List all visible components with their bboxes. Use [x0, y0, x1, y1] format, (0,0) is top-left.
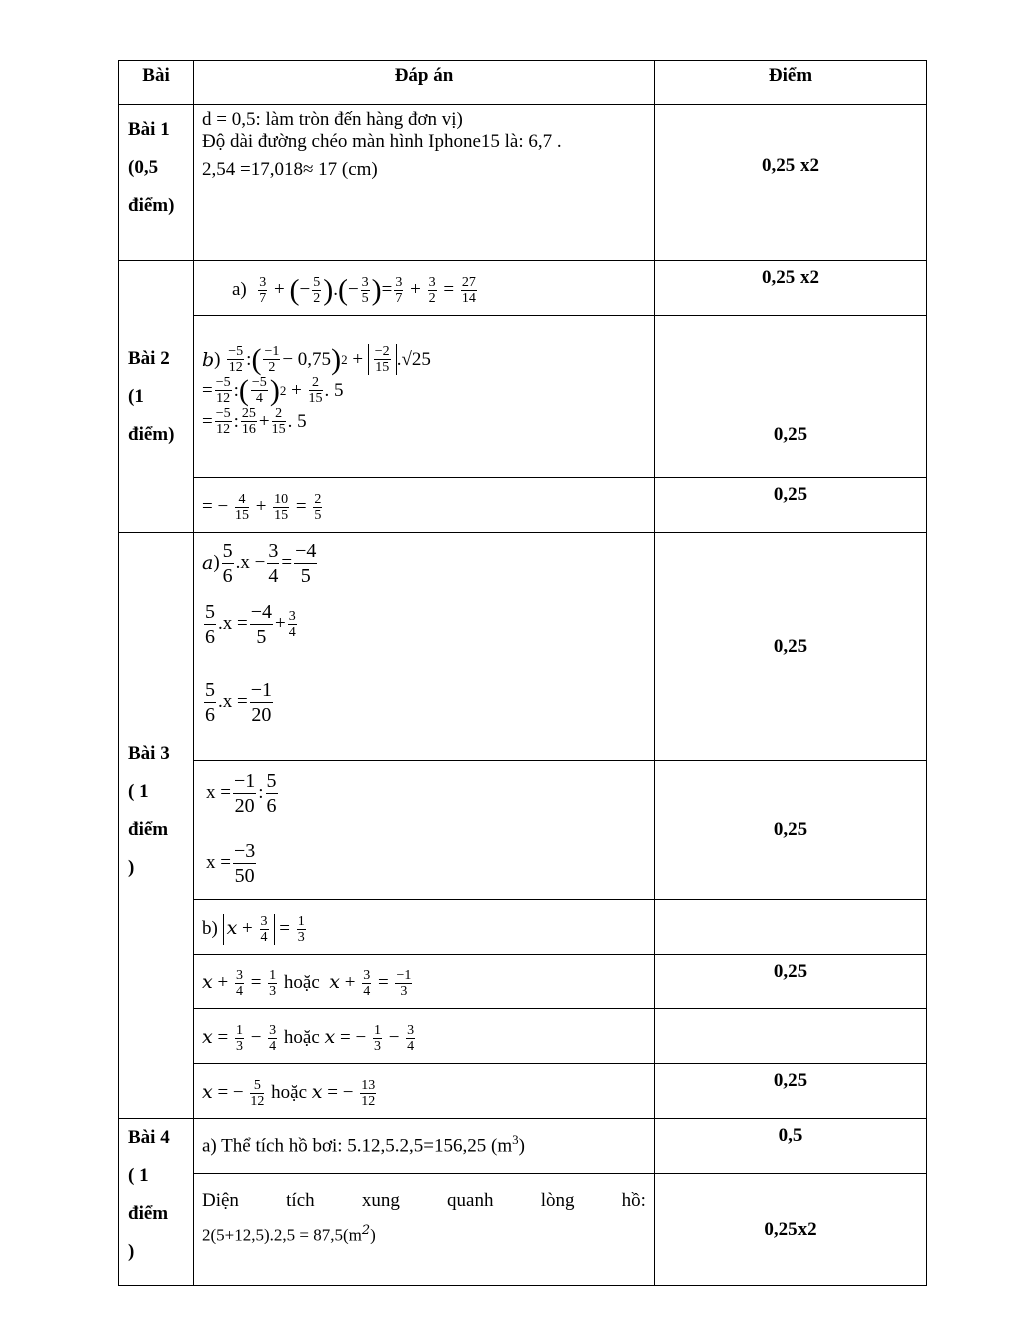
- bai3-row-2: [119, 761, 927, 900]
- bai4-row-b: [119, 1174, 927, 1286]
- bai1-points: 0,25 x2: [655, 105, 927, 261]
- bai3-points-2: 0,25: [655, 761, 927, 900]
- bai2-points-b: 0,25: [655, 316, 927, 478]
- bai3-answer-4: x + $\frac{3}{4}$ = $\frac{1}{3}$ hoặc x + $\frac{3}{4}$ = $\frac{-1}{3}$: [194, 955, 655, 1009]
- bai3-points-1: 0,25: [655, 533, 927, 761]
- bai4-answer-b: [194, 1174, 655, 1286]
- bai3-row-1: [119, 533, 927, 761]
- bai3-label: Bài 3 ( 1 điểm ): [119, 533, 194, 1119]
- bai2-points-a: 0,25 x2: [655, 261, 927, 316]
- bai3-answer-1: a ) $\frac{5}{6}$ .x − $\frac{3}{4}$ = $\frac{-4}{5}$ $\frac{5}{6}$ .x = $\frac{-4}{5}$ + $\frac{3}{4}$ $\frac{5}{6}$ .x = $\frac{-1}{20}$: [194, 533, 655, 761]
- bai3-row-6: [119, 1064, 927, 1119]
- bai2-row-b: [119, 316, 927, 478]
- header-bai: Bài: [119, 61, 194, 105]
- bai3-answer-6: x = − $\frac{5}{12}$ hoặc x = − $\frac{13}{12}$: [194, 1064, 655, 1119]
- bai4-points-a: 0,5: [655, 1119, 927, 1174]
- bai3-points-4: 0,25: [655, 1064, 927, 1119]
- bai4-label: Bài 4 ( 1 điểm ): [119, 1119, 194, 1286]
- bai3-answer-5: x = $\frac{1}{3}$ − $\frac{3}{4}$ hoặc x = − $\frac{1}{3}$ − $\frac{3}{4}$: [194, 1009, 655, 1064]
- bai2-answer-a: a) $\frac{3}{7}$ + (− $\frac{5}{2}$ ).(− $\frac{3}{5}$ )= $\frac{3}{7}$ + $\frac{3}{2}$ = $\frac{27}{14}$: [194, 261, 655, 316]
- bai3-row-4: [119, 955, 927, 1009]
- header-row: [119, 61, 927, 105]
- bai4-answer-a: a) Thể tích hồ bơi: 5.12,5.2,5=156,25 $(m^3)$: [194, 1119, 655, 1174]
- bai2-answer-c: = − $\frac{4}{15}$ + $\frac{10}{15}$ = $\frac{2}{5}$: [194, 478, 655, 533]
- bai1-label: Bài 1 (0,5 điểm): [119, 105, 194, 261]
- header-diem: Điểm: [655, 61, 927, 105]
- bai3-points-3: 0,25: [655, 955, 927, 1009]
- bai3-answer-2: x = $\frac{-1}{20}$ : $\frac{5}{6}$ x = $\frac{-3}{50}$: [194, 761, 655, 900]
- bai3-row-5: [119, 1009, 927, 1064]
- bai1-answer: d = 0,5: làm tròn đến hàng đơn vị) Độ dài đường chéo màn hình Iphone15 là: 6,7 . 2,54 =17,018≈ 17 (cm): [194, 105, 655, 261]
- bai4-formula: $2(5+12,5).2,5 = 87,5(m^2)$: [202, 1223, 376, 1245]
- bai2-answer-b: b ) $\frac{-5}{12}$ : ( $\frac{-1}{2}$ − 0,75 ) 2 + $\frac{-2}{15}$ .√25 = $\frac{-5}{12}$ : ( $\frac{-5}{4}$ ) 2 + $\frac{2}{15}$ . 5 = $\frac{-5}{12}$ : $\frac{25}{16}$ + $\frac{2}{15}$ . 5: [194, 316, 655, 478]
- bai3-answer-3: b) x + $\frac{3}{4}$ = $\frac{1}{3}$: [194, 900, 655, 955]
- bai2-row-a: [119, 261, 927, 316]
- answer-table: [118, 60, 927, 1286]
- bai3-points-empty-1: [655, 900, 927, 955]
- bai2-label: Bài 2 (1 điểm): [119, 261, 194, 533]
- bai4-row-a: [119, 1119, 927, 1174]
- header-dap-an: Đáp án: [194, 61, 655, 105]
- bai3-row-3: [119, 900, 927, 955]
- bai3-points-empty-2: [655, 1009, 927, 1064]
- bai4-words: Diện tích xung quanh lòng hồ:: [202, 1190, 646, 1211]
- bai2-points-c: 0,25: [655, 478, 927, 533]
- bai1-row: [119, 105, 927, 261]
- bai4-points-b: 0,25x2: [655, 1174, 927, 1286]
- bai2-row-c: [119, 478, 927, 533]
